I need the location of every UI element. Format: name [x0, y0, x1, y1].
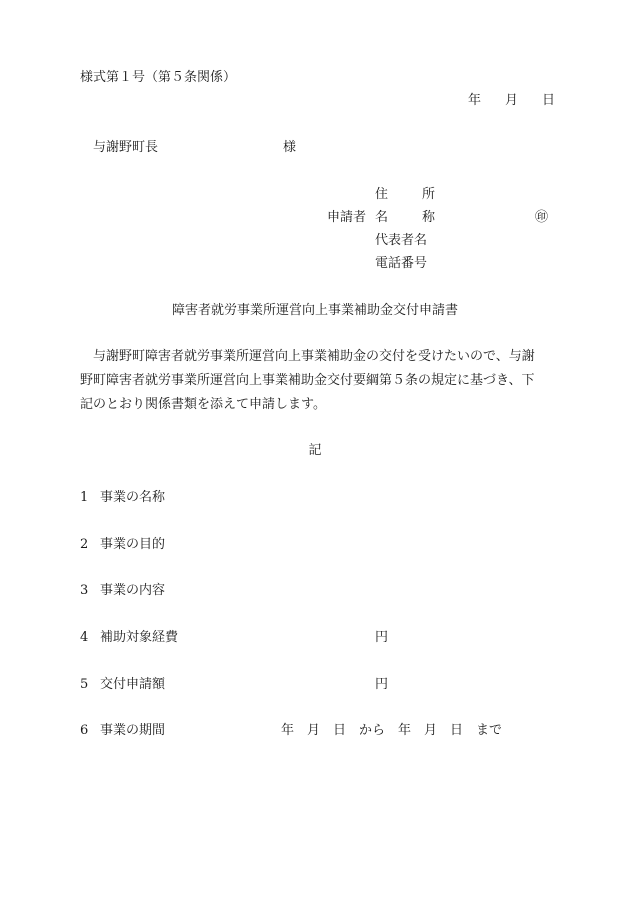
item-5-number: 5 [80, 677, 89, 692]
addressee-name: 与謝野町長 [93, 140, 159, 155]
item-2-number: 2 [80, 537, 89, 552]
date-line [468, 93, 555, 109]
date-month: 月 [505, 93, 519, 108]
date-day: 日 [542, 93, 556, 108]
item-5-unit: 円 [375, 677, 389, 692]
seal-mark: ㊞ [535, 210, 549, 225]
item-4-number: 4 [80, 630, 89, 645]
item-3-number: 3 [80, 583, 89, 598]
document-title: 障害者就労事業所運営向上事業補助金交付申請書 [171, 303, 458, 318]
phone-label: 電話番号 [375, 256, 428, 271]
representative-label: 代表者名 [375, 233, 428, 248]
item-4-unit: 円 [375, 630, 389, 645]
date-year: 年 [468, 93, 482, 108]
applicant-name-label: 名 称 [375, 210, 435, 225]
ki-heading: 記 [308, 443, 322, 458]
item-3-label: 事業の内容 [100, 583, 166, 598]
addressee-honorific: 様 [283, 140, 297, 155]
item-1-number: 1 [80, 490, 89, 505]
body-line-2: 野町障害者就労事業所運営向上事業補助金交付要綱第５条の規定に基づき、下 [80, 373, 535, 388]
item-2-label: 事業の目的 [100, 537, 166, 552]
item-4-label: 補助対象経費 [100, 630, 179, 645]
item-6-number: 6 [80, 723, 89, 738]
item-5-label: 交付申請額 [100, 677, 166, 692]
item-1-label: 事業の名称 [100, 490, 166, 505]
body-line-1: 与謝野町障害者就労事業所運営向上事業補助金の交付を受けたいので、与謝 [80, 349, 535, 364]
address-label: 住 所 [375, 187, 435, 202]
form-number-label: 様式第１号（第５条関係） [80, 70, 237, 85]
applicant-label: 申請者 [327, 210, 367, 225]
body-line-3: 記のとおり関係書類を添えて申請します。 [80, 397, 326, 412]
item-6-period: 年 月 日 から 年 月 日 まで [281, 723, 503, 738]
item-6-label: 事業の期間 [100, 723, 166, 738]
